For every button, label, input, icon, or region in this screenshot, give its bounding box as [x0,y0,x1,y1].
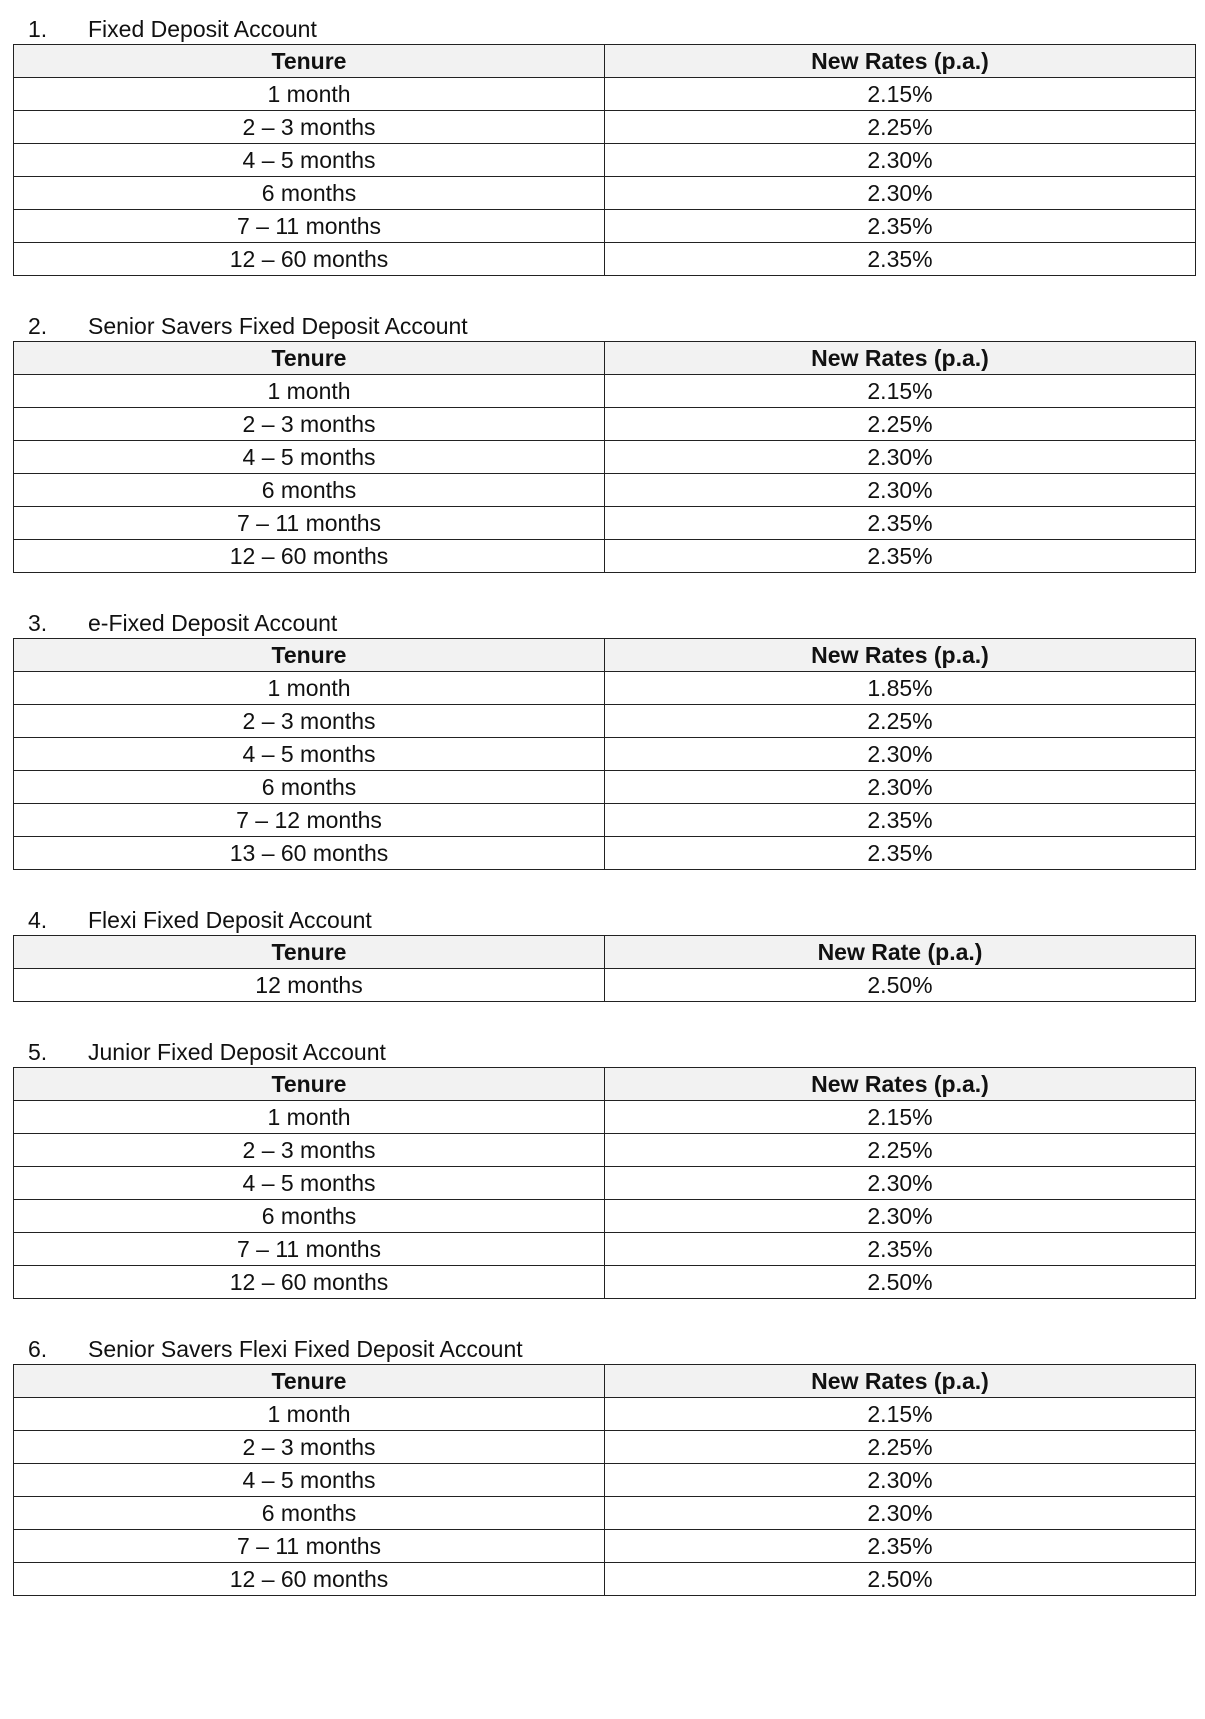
tenure-cell: 6 months [14,177,605,210]
tenure-cell: 4 – 5 months [14,738,605,771]
tenure-cell: 13 – 60 months [14,837,605,870]
table-row [14,540,1196,573]
rate-cell: 2.15% [605,1101,1196,1134]
rate-cell: 2.35% [605,837,1196,870]
rate-cell: 2.15% [605,1398,1196,1431]
table-row [14,1233,1196,1266]
tenure-cell: 1 month [14,1398,605,1431]
table-row [14,177,1196,210]
tenure-cell: 6 months [14,474,605,507]
tenure-cell: 1 month [14,78,605,111]
table-header-row [14,342,1196,375]
table-row [14,441,1196,474]
section-title: Fixed Deposit Account [88,16,317,42]
rate-cell: 2.50% [605,1563,1196,1596]
section-title: Flexi Fixed Deposit Account [88,907,372,933]
tenure-cell: 7 – 11 months [14,210,605,243]
table-row [14,1431,1196,1464]
rate-cell: 2.30% [605,1200,1196,1233]
rate-cell: 1.85% [605,672,1196,705]
rate-cell: 2.35% [605,540,1196,573]
table-row [14,1464,1196,1497]
tenure-cell: 2 – 3 months [14,1431,605,1464]
rate-cell: 2.30% [605,1167,1196,1200]
rates-table [13,935,1196,1002]
section-title: Senior Savers Flexi Fixed Deposit Account [88,1336,523,1362]
tenure-cell: 12 – 60 months [14,1563,605,1596]
table-row [14,672,1196,705]
rate-cell: 2.15% [605,78,1196,111]
table-row [14,1101,1196,1134]
tenure-cell: 2 – 3 months [14,111,605,144]
rate-cell: 2.30% [605,1497,1196,1530]
section-title: e-Fixed Deposit Account [88,610,338,636]
rates-table [13,1067,1196,1299]
tenure-cell: 4 – 5 months [14,144,605,177]
rate-cell: 2.30% [605,474,1196,507]
rate-cell: 2.30% [605,738,1196,771]
rate-section [13,905,1195,1002]
rate-header: New Rates (p.a.) [605,1068,1196,1101]
tenure-cell: 6 months [14,1497,605,1530]
tenure-cell: 7 – 11 months [14,507,605,540]
table-row [14,1530,1196,1563]
rate-cell: 2.30% [605,177,1196,210]
rate-cell: 2.35% [605,804,1196,837]
tenure-cell: 12 – 60 months [14,243,605,276]
section-heading [13,311,1195,341]
rates-table [13,638,1196,870]
rate-header: New Rates (p.a.) [605,1365,1196,1398]
tenure-cell: 12 – 60 months [14,540,605,573]
rate-header: New Rate (p.a.) [605,936,1196,969]
table-row [14,111,1196,144]
rate-cell: 2.35% [605,507,1196,540]
tenure-header: Tenure [14,342,605,375]
rate-cell: 2.25% [605,705,1196,738]
tenure-cell: 4 – 5 months [14,1464,605,1497]
tenure-cell: 6 months [14,771,605,804]
rate-cell: 2.50% [605,969,1196,1002]
table-row [14,1266,1196,1299]
section-heading [13,1037,1195,1067]
table-header-row [14,1068,1196,1101]
table-row [14,738,1196,771]
rate-section [13,14,1195,276]
section-number: 6. [28,1336,48,1362]
tenure-cell: 4 – 5 months [14,1167,605,1200]
table-row [14,78,1196,111]
tenure-cell: 1 month [14,1101,605,1134]
section-heading [13,608,1195,638]
rate-cell: 2.30% [605,144,1196,177]
section-heading [13,14,1195,44]
tenure-header: Tenure [14,1068,605,1101]
tenure-cell: 1 month [14,375,605,408]
table-row [14,1134,1196,1167]
table-row [14,1497,1196,1530]
table-row [14,837,1196,870]
section-title: Senior Savers Fixed Deposit Account [88,313,468,339]
tenure-cell: 12 – 60 months [14,1266,605,1299]
table-row [14,705,1196,738]
tenure-cell: 12 months [14,969,605,1002]
table-header-row [14,45,1196,78]
rate-cell: 2.30% [605,771,1196,804]
rate-section [13,1334,1195,1596]
tenure-cell: 7 – 12 months [14,804,605,837]
tenure-cell: 7 – 11 months [14,1530,605,1563]
table-row [14,507,1196,540]
table-row [14,1200,1196,1233]
tenure-cell: 4 – 5 months [14,441,605,474]
table-row [14,804,1196,837]
tenure-cell: 6 months [14,1200,605,1233]
tenure-cell: 2 – 3 months [14,408,605,441]
rate-cell: 2.25% [605,111,1196,144]
tenure-cell: 7 – 11 months [14,1233,605,1266]
rate-section [13,1037,1195,1299]
rates-document [13,14,1195,1631]
rate-cell: 2.15% [605,375,1196,408]
table-row [14,408,1196,441]
table-header-row [14,639,1196,672]
section-number: 2. [28,313,48,339]
rate-cell: 2.35% [605,1530,1196,1563]
tenure-cell: 2 – 3 months [14,1134,605,1167]
table-row [14,474,1196,507]
table-row [14,1167,1196,1200]
rate-cell: 2.35% [605,210,1196,243]
section-title: Junior Fixed Deposit Account [88,1039,386,1065]
table-row [14,1563,1196,1596]
rate-cell: 2.30% [605,1464,1196,1497]
rate-header: New Rates (p.a.) [605,45,1196,78]
table-header-row [14,936,1196,969]
table-row [14,771,1196,804]
rates-table [13,44,1196,276]
rate-header: New Rates (p.a.) [605,342,1196,375]
tenure-cell: 2 – 3 months [14,705,605,738]
rate-header: New Rates (p.a.) [605,639,1196,672]
table-row [14,144,1196,177]
rates-table [13,1364,1196,1596]
section-heading [13,1334,1195,1364]
rate-cell: 2.35% [605,243,1196,276]
rate-section [13,608,1195,870]
section-number: 1. [28,16,48,42]
section-number: 5. [28,1039,48,1065]
table-header-row [14,1365,1196,1398]
tenure-header: Tenure [14,1365,605,1398]
rate-cell: 2.25% [605,1134,1196,1167]
table-row [14,375,1196,408]
tenure-header: Tenure [14,639,605,672]
section-heading [13,905,1195,935]
rate-cell: 2.25% [605,1431,1196,1464]
rates-table [13,341,1196,573]
rate-cell: 2.25% [605,408,1196,441]
rate-cell: 2.30% [605,441,1196,474]
table-row [14,210,1196,243]
table-row [14,243,1196,276]
table-row [14,969,1196,1002]
rate-section [13,311,1195,573]
tenure-header: Tenure [14,45,605,78]
rate-cell: 2.35% [605,1233,1196,1266]
table-row [14,1398,1196,1431]
tenure-cell: 1 month [14,672,605,705]
section-number: 4. [28,907,48,933]
tenure-header: Tenure [14,936,605,969]
section-number: 3. [28,610,48,636]
rate-cell: 2.50% [605,1266,1196,1299]
